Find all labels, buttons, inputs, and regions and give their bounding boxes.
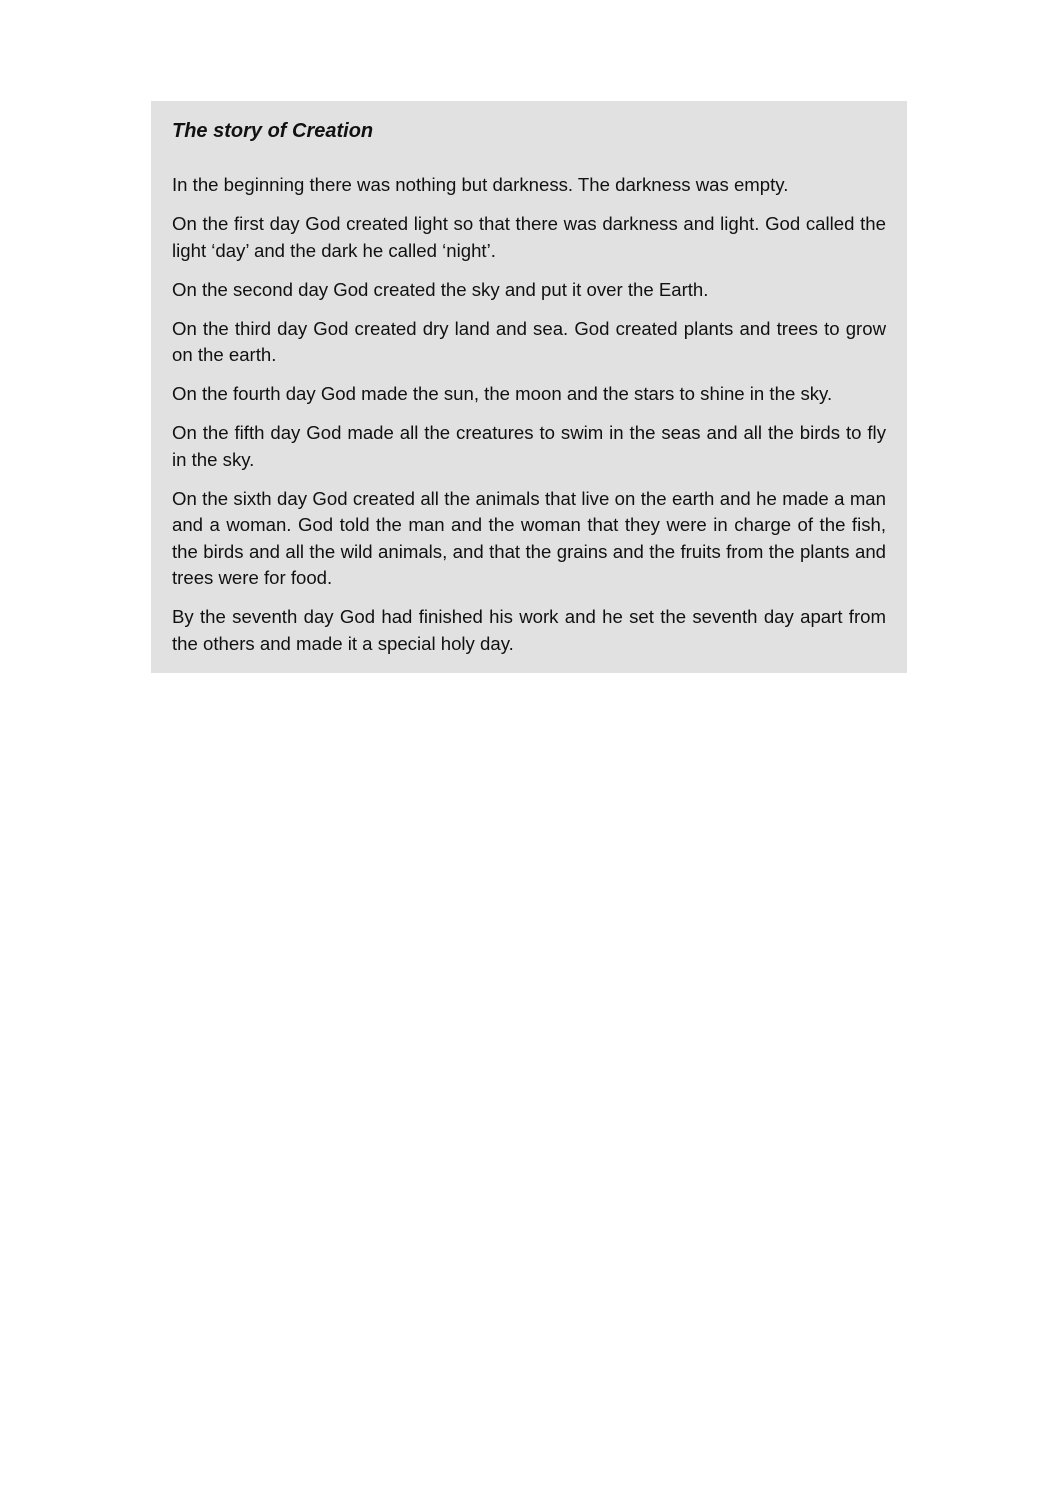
story-paragraph-7: On the sixth day God created all the animals that live on the earth and he made a man and a woman. God told the man and the woman that they were in charge of the fish, the birds and all the wild animals, and that the grains and the fruits from the plants and trees were for food. xyxy=(172,487,886,588)
story-paragraph-1: In the beginning there was nothing but darkness. The darkness was empty. xyxy=(172,174,789,195)
story-paragraph-3: On the second day God created the sky and put it over the Earth. xyxy=(172,278,709,300)
story-paragraph-4: On the third day God created dry land and sea. God created plants and trees to grow on the earth. xyxy=(172,317,886,365)
story-paragraph-2: On the first day God created light so that there was darkness and light. God called the light ‘day’ and the dark he called ‘night’. xyxy=(172,213,886,261)
story-text-box xyxy=(151,101,907,673)
story-paragraph-6: On the fifth day God made all the creatures to swim in the seas and all the birds to fly in the sky. xyxy=(172,422,886,470)
story-paragraph-8: By the seventh day God had finished his work and he set the seventh day apart from the others and made it a special holy day. xyxy=(172,606,886,654)
story-paragraph-5: On the fourth day God made the sun, the moon and the stars to shine in the sky. xyxy=(172,383,833,404)
story-title: The story of Creation xyxy=(172,120,374,142)
